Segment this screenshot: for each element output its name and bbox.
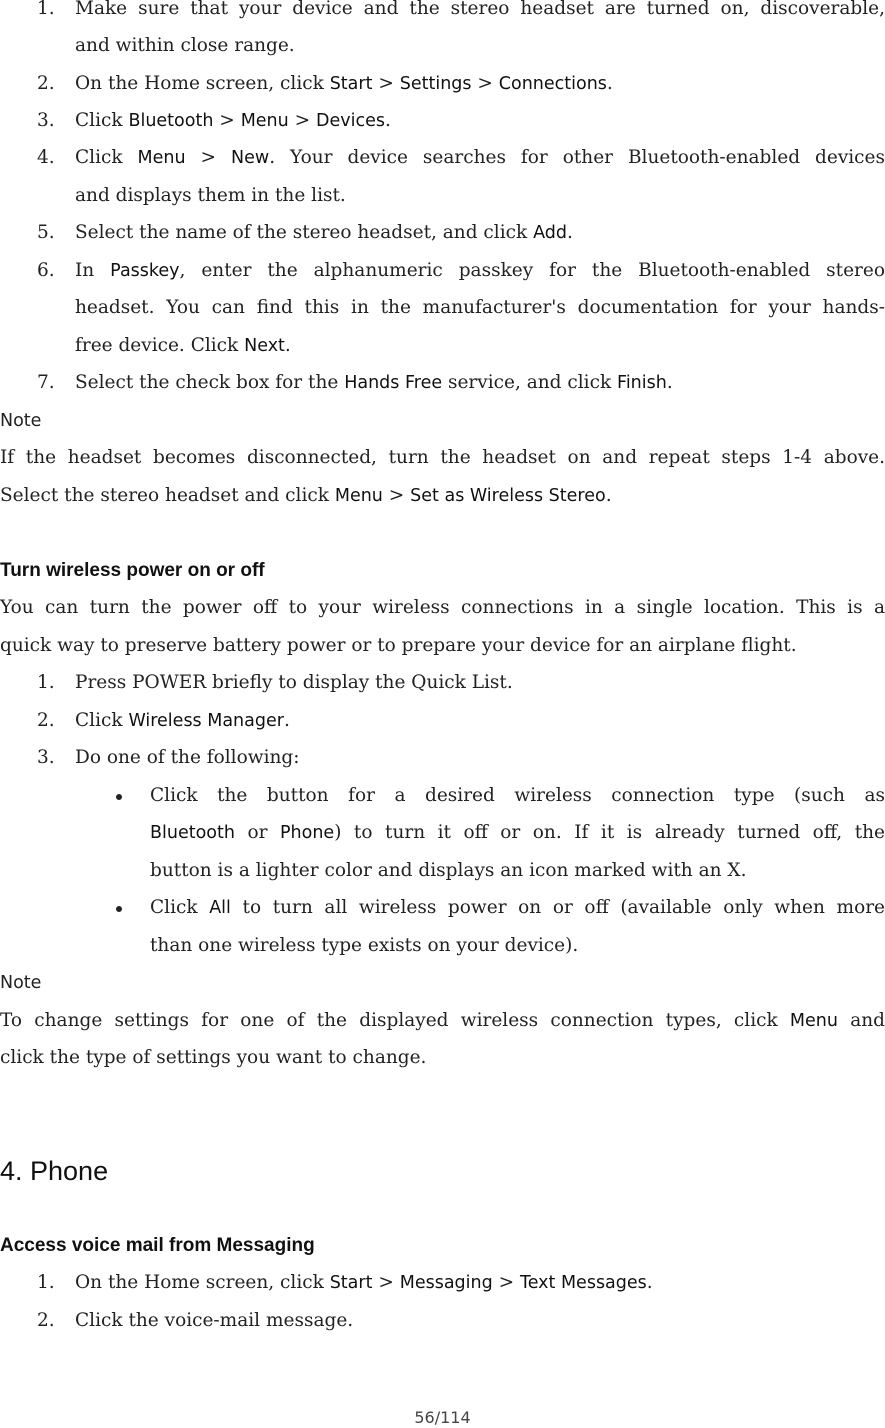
step-number: 2. [37,1310,55,1331]
step-number: 1. [37,1272,55,1293]
note-text: To change settings for one of the displayed wireless connection types, click Menu and [0,1010,885,1031]
step-number: 1. [37,672,55,693]
step-number: 2. [37,73,55,94]
ui-term: Wireless Manager [128,711,284,731]
note-label: Note [0,973,42,993]
step-text: and displays them in the list. [75,185,346,206]
ui-term: Menu [240,111,289,131]
bullet-text: than one wireless type exists on your device). [150,935,579,956]
bullet-text: Click the button for a desired wireless connection type (such as [150,785,885,806]
step-number: 6. [37,260,55,281]
note-text: click the type of settings you want to change. [0,1047,427,1068]
paragraph-text: You can turn the power off to your wireless connections in a single location. This is a [0,597,885,618]
step-number: 3. [37,747,55,768]
ui-term: Passkey [110,261,180,281]
step-text: On the Home screen, click Start > Settings > Connections. [75,73,613,94]
ui-term: Settings [399,74,472,94]
page-number: 56/114 [414,1408,471,1427]
ui-term: Finish [617,373,667,393]
step-text: headset. You can find this in the manufacturer's documentation for your hands- [75,297,885,318]
ui-term: Phone [279,823,335,843]
ui-term: Devices [316,111,385,131]
section-heading: Access voice mail from Messaging [0,1235,315,1256]
ui-term: Text Messages [520,1273,647,1293]
step-text: Select the check box for the Hands Free service, and click Finish. [75,372,673,393]
bullet-text: Bluetooth or Phone) to turn it off or on. If it is already turned off, the [150,822,885,843]
note-text: Select the stereo headset and click Menu > Set as Wireless Stereo. [0,485,612,506]
ui-term: Hands Free [344,373,443,393]
ui-term: Menu [137,148,186,168]
ui-term: Menu [334,486,383,506]
ui-term: Menu [789,1011,838,1031]
ui-term: Start [329,74,373,94]
section-heading: Turn wireless power on or off [0,560,265,581]
ui-term: Add [533,223,567,243]
step-text: Make sure that your device and the stereo headset are turned on, discoverable, [75,0,885,19]
ui-term: Connections [498,74,607,94]
ui-term: New [231,148,270,168]
step-text: Click the voice-mail message. [75,1310,354,1331]
step-number: 1. [37,0,55,19]
step-text: Press POWER briefly to display the Quick List. [75,672,513,693]
step-number: 2. [37,710,55,731]
ui-term: Set as Wireless Stereo [410,486,606,506]
step-number: 5. [37,222,55,243]
ui-term: Messaging [399,1273,493,1293]
chapter-title: 4. Phone [0,1156,109,1186]
ui-term: All [209,898,231,918]
step-text: Click Menu > New. Your device searches for other Bluetooth-enabled devices [75,147,885,168]
step-text: free device. Click Next. [75,335,291,356]
bullet-text: Click All to turn all wireless power on or off (available only when more [150,897,885,918]
step-text: Do one of the following: [75,747,300,768]
step-text: Click Wireless Manager. [75,710,290,731]
step-text: and within close range. [75,35,295,56]
note-label: Note [0,411,42,431]
ui-term: Bluetooth [150,823,235,843]
bullet-icon [116,794,122,800]
step-number: 7. [37,372,55,393]
bullet-text: button is a lighter color and displays an icon marked with an X. [150,860,747,881]
step-text: In Passkey, enter the alphanumeric passkey for the Bluetooth-enabled stereo [75,260,885,281]
step-text: Select the name of the stereo headset, and click Add. [75,222,573,243]
ui-term: Next [244,336,285,356]
step-text: Click Bluetooth > Menu > Devices. [75,110,391,131]
note-text: If the headset becomes disconnected, turn the headset on and repeat steps 1-4 above. [0,447,885,468]
ui-term: Start [329,1273,373,1293]
paragraph-text: quick way to preserve battery power or to prepare your device for an airplane flight. [0,635,797,656]
bullet-icon [116,906,122,912]
step-number: 3. [37,110,55,131]
step-text: On the Home screen, click Start > Messaging > Text Messages. [75,1272,653,1293]
step-number: 4. [37,147,55,168]
ui-term: Bluetooth [128,111,214,131]
